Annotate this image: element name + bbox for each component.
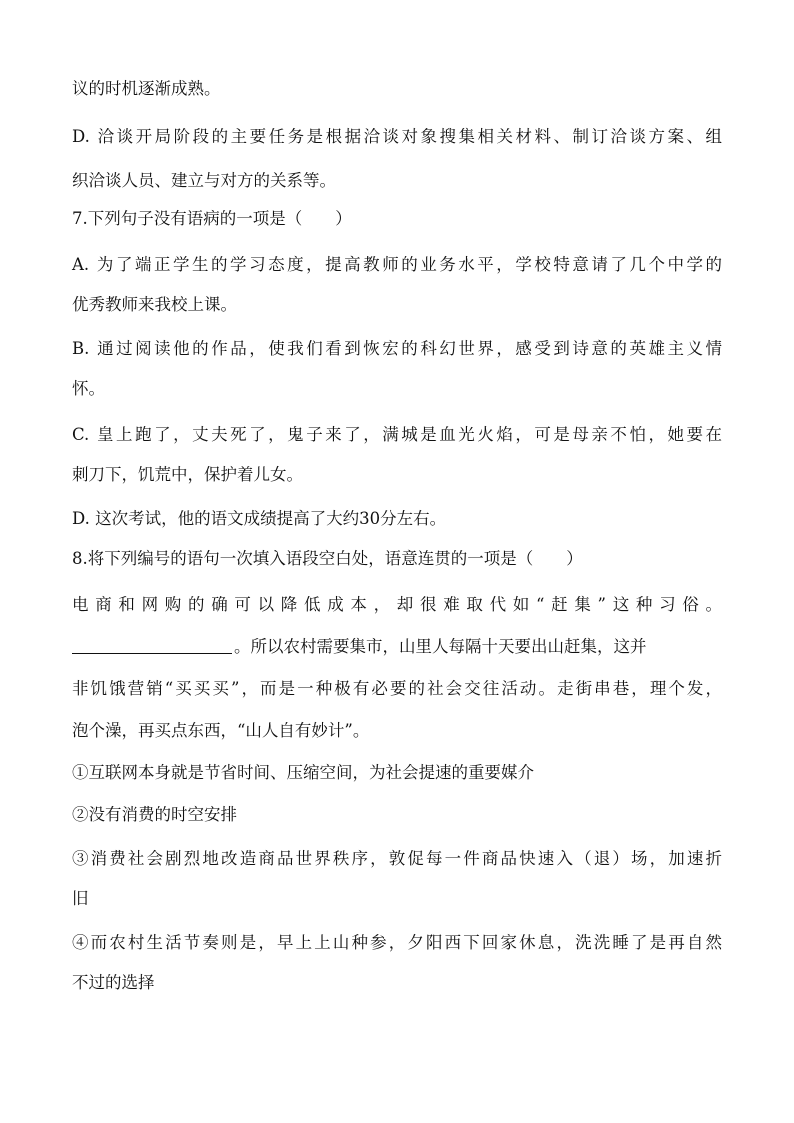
passage-line-2-text: 。所以农村需要集市，山里人每隔十天要出山赶集，这并 bbox=[234, 637, 647, 656]
question-8-stem: 8.将下列编号的语句一次填入语段空白处，语意连贯的一项是（ ） bbox=[72, 549, 583, 568]
option-d-line-1: D. 洽谈开局阶段的主要任务是根据洽谈对象搜集相关材料、制订洽谈方案、组 bbox=[72, 127, 722, 146]
q7-option-a-line-2: 优秀教师来我校上课。 bbox=[72, 295, 237, 314]
q7-option-c-line-1: C. 皇上跑了，丈夫死了，鬼子来了，满城是血光火焰，可是母亲不怕，她要在 bbox=[72, 425, 722, 444]
fill-in-blank bbox=[72, 637, 232, 654]
q7-option-d: D. 这次考试，他的语文成绩提高了大约30分左右。 bbox=[72, 509, 447, 528]
question-7-stem: 7.下列句子没有语病的一项是（ ） bbox=[72, 209, 352, 228]
q7-option-b-line-1: B. 通过阅读他的作品，使我们看到恢宏的科幻世界，感受到诗意的英雄主义情 bbox=[72, 339, 722, 358]
q7-option-c-line-2: 刺刀下，饥荒中，保护着儿女。 bbox=[72, 465, 303, 484]
q7-option-b-line-2: 怀。 bbox=[72, 379, 105, 398]
sentence-3-line-1: ③消费社会剧烈地改造商品世界秩序，敦促每一件商品快速入（退）场，加速折 bbox=[72, 849, 722, 868]
sentence-4-line-1: ④而农村生活节奏则是，早上上山种参，夕阳西下回家休息，洗洗睡了是再自然 bbox=[72, 933, 722, 952]
text-line: 议的时机逐渐成熟。 bbox=[72, 79, 221, 98]
passage-line-2 bbox=[72, 636, 647, 658]
q7-option-a-line-1: A. 为了端正学生的学习态度，提高教师的业务水平，学校特意请了几个中学的 bbox=[72, 255, 722, 274]
passage-line-4: 泡个澡，再买点东西，“山人自有妙计”。 bbox=[72, 721, 370, 740]
sentence-3-line-2: 旧 bbox=[72, 889, 89, 908]
passage-line-1: 电商和网购的确可以降低成本，却很难取代如“赶集”这种习俗。 bbox=[72, 595, 722, 614]
passage-line-3: 非饥饿营销“买买买”，而是一种极有必要的社会交往活动。走街串巷，理个发， bbox=[72, 679, 722, 698]
option-d-line-2: 织洽谈人员、建立与对方的关系等。 bbox=[72, 171, 336, 190]
sentence-2: ②没有消费的时空安排 bbox=[72, 805, 237, 824]
sentence-1: ①互联网本身就是节省时间、压缩空间，为社会提速的重要媒介 bbox=[72, 763, 534, 782]
sentence-4-line-2: 不过的选择 bbox=[72, 973, 155, 992]
